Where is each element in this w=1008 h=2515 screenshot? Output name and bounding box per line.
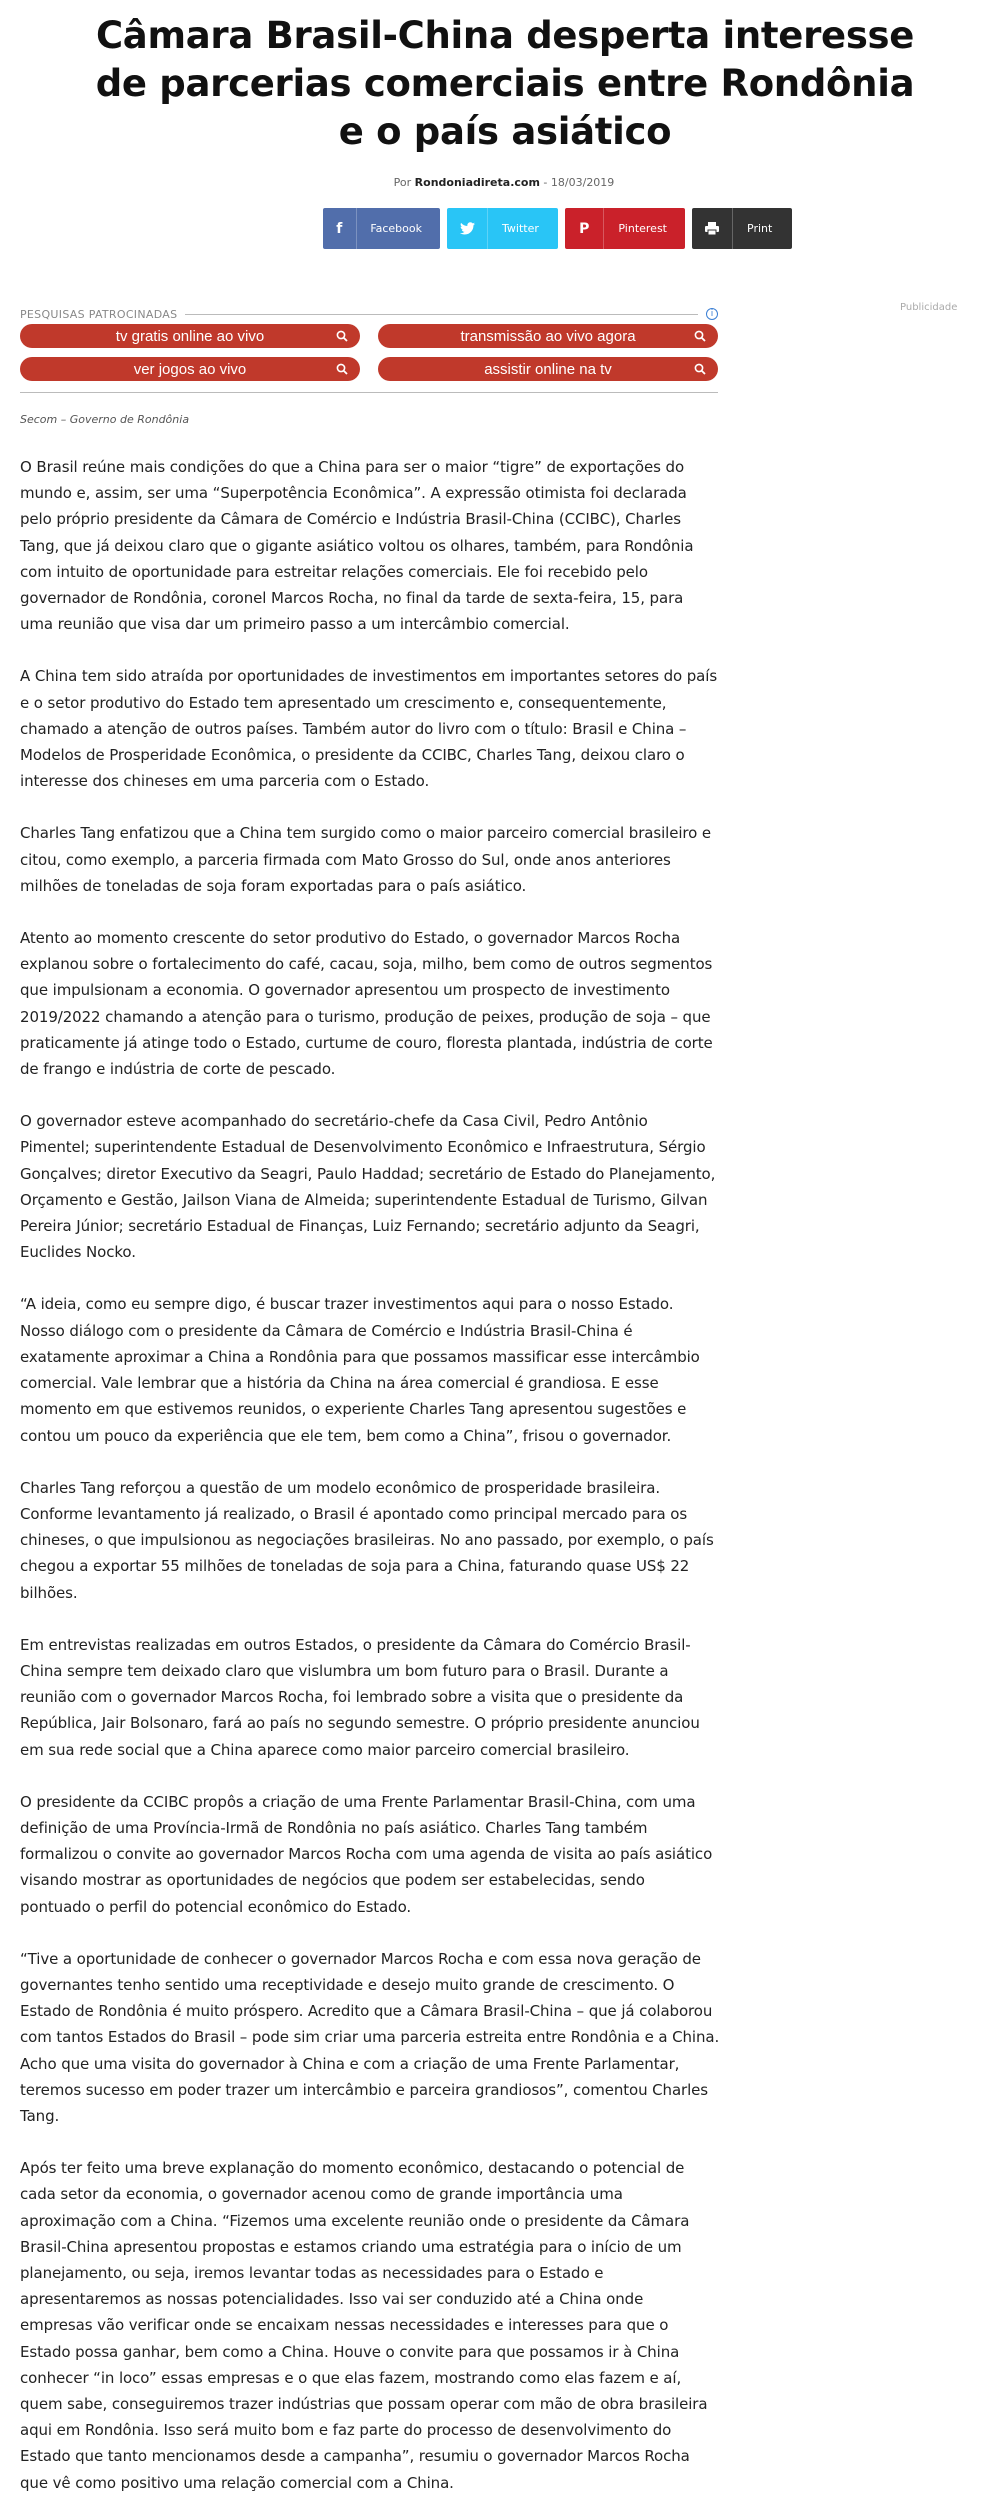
ad-link[interactable] [378,357,718,381]
ad-header-label: PESQUISAS PATROCINADAS [20,307,178,321]
share-twitter-button[interactable] [447,208,558,249]
print-icon [692,208,732,249]
article-meta [0,176,1008,189]
article-paragraph: O presidente da CCIBC propôs a criação de uma Frente Parlamentar Brasil-China, com uma definição de uma Província-Irmã de Rondônia no país asiático. Charles Tang também formalizou o convite ao governador Marcos Rocha com uma agenda de visita ao país asiático visando mostrar as oportunidades de negócios que podem ser estabelecidas, sendo pontuado o perfil do potencial econômico do Estado. [20,1792,713,1916]
divider [20,392,718,393]
article-paragraph: O governador esteve acompanhado do secretário-chefe da Casa Civil, Pedro Antônio Pimentel; superintendente Estadual de Desenvolvimento Econômico e Infraestrutura, Sérgio Gonçalves; diretor Executivo da Seagri, Paulo Haddad; secretário de Estado do Planejamento, Orçamento e Gestão, Jailson Viana de Almeida; superintendente Estadual de Turismo, Gilvan Pereira Júnior; secretário Estadual de Finanças, Luiz Fernando; secretário adjunto da Seagri, Euclides Nocko. [20,1112,716,1262]
ad-link-label: transmissão ao vivo agora [460,327,636,345]
share-facebook-label: Facebook [370,222,422,235]
article-paragraph: Charles Tang enfatizou que a China tem surgido como o maior parceiro comercial brasileiro e citou, como exemplo, a parceria firmada com Mato Grosso do Sul, onde anos anteriores milhões de toneladas de soja foram exportadas para o país asiático. [20,824,712,895]
print-label: Print [747,222,773,235]
article-paragraph: A China tem sido atraída por oportunidades de investimentos em importantes setores do país e o setor produtivo do Estado tem apresentado um crescimento e, consequentemente, chamado a atenção de outros países. Também autor do livro com o título: Brasil e China – Modelos de Prosperidade Econômica, o presidente da CCIBC, Charles Tang, deixou claro o interesse dos chineses em uma parceria com o Estado. [20,667,718,791]
ad-link-label: ver jogos ao vivo [133,360,247,378]
sponsored-search-block [20,307,718,393]
print-button[interactable] [692,208,792,249]
author-link[interactable]: Rondoniadireta.com [414,176,540,189]
article-paragraph: “A ideia, como eu sempre digo, é buscar trazer investimentos aqui para o nosso Estado. Nosso diálogo com o presidente da Câmara de Comércio e Indústria Brasil-China é exatamente aproximar a China a Rondônia para que possamos massificar esse intercâmbio comercial. Vale lembrar que a história da China na área comercial é grandiosa. E esse momento em que estivemos reunidos, o experiente Charles Tang apresentou sugestões e contou um pouco da experiência que ele tem, bem como a China”, frisou o governador. [20,1295,700,1445]
publish-date: 18/03/2019 [550,176,615,189]
search-icon [336,363,348,375]
share-pinterest-button[interactable] [565,208,685,249]
article-paragraph: Atento ao momento crescente do setor produtivo do Estado, o governador Marcos Rocha explanou sobre o fortalecimento do café, cacau, soja, milho, bem como de outros segmentos que impulsionam a economia. O governador apresentou um prospecto de investimento 2019/2022 chamando a atenção para o turismo, produção de peixes, produção de soja – que praticamente já atinge todo o Estado, curtume de couro, floresta plantada, indústria de corte de frango e indústria de corte de pescado. [20,929,713,1079]
info-icon[interactable]: i [706,308,718,320]
ad-link-label: assistir online na tv [484,360,612,378]
article-paragraph: “Tive a oportunidade de conhecer o governador Marcos Rocha e com essa nova geração de governantes tenho sentido uma receptividade e desejo muito grande de crescimento. O Estado de Rondônia é muito próspero. Acredito que a Câmara Brasil-China – que já colaborou com tantos Estados do Brasil – pode sim criar uma parceria estreita entre Rondônia e a China. Acho que uma visita do governador à China e com a criação de uma Frente Parlamentar, teremos sucesso em poder trazer um intercâmbio e parceira grandiosos”, comentou Charles Tang. [20,1949,720,2125]
share-buttons [323,208,792,249]
ad-header [20,307,718,321]
ad-sidebar-label: Publicidade [900,302,958,313]
ad-link[interactable] [20,357,360,381]
facebook-icon: f [336,220,343,237]
article-paragraph: Charles Tang reforçou a questão de um modelo econômico de prosperidade brasileira. Conforme levantamento já realizado, o Brasil é apontado como principal mercado para os chineses, o que impulsionou as negociações brasileiras. No ano passado, por exemplo, o país chegou a exportar 55 milhões de toneladas de soja para a China, faturando quase US$ 22 bilhões. [20,1478,714,1602]
share-pinterest-label: Pinterest [618,222,667,235]
article-paragraph: O Brasil reúne mais condições do que a China para ser o maior “tigre” de exportações do mundo e, assim, ser uma “Superpotência Econômica”. A expressão otimista foi declarada pelo próprio presidente da Câmara de Comércio e Indústria Brasil-China (CCIBC), Charles Tang, que já deixou claro que o gigante asiático voltou os olhares, também, para Rondônia com intuito de oportunidade para estreitar relações comerciais. Ele foi recebido pelo governador de Rondônia, coronel Marcos Rocha, no final da tarde de sexta-feira, 15, para uma reunião que visa dar um primeiro passo a um intercâmbio comercial. [20,458,694,634]
share-twitter-label: Twitter [502,222,539,235]
search-icon [694,330,706,342]
twitter-icon [447,208,487,249]
ad-link-label: tv gratis online ao vivo [115,327,265,345]
meta-separator: - [543,176,548,189]
search-icon [694,363,706,375]
article-body [20,454,720,2515]
ad-link[interactable] [20,324,360,348]
article-paragraph: Após ter feito uma breve explanação do momento econômico, destacando o potencial de cada setor da economia, o governador acenou como de grande importância uma aproximação com a China. “Fizemos uma excelente reunião onde o presidente da Câmara Brasil-China apresentou propostas e estamos criando uma estratégia para o início de um planejamento, ou seja, iremos levantar todas as necessidades para o Estado e apresentaremos as nossas potencialidades. Isso vai ser conduzido até a China onde empresas vão verificar onde se encaixam nessas necessidades e interesses para que o Estado possa ganhar, bem como a China. Houve o convite para que possamos ir à China conhecer “in loco” essas empresas e o que elas fazem, mostrando como elas fazem e aí, quem sabe, conseguiremos trazer indústrias que possam operar com mão de obra brasileira aqui em Rondônia. Isso será muito bom e faz parte do processo de desenvolvimento do Estado que tanto mencionamos desde a campanha”, resumiu o governador Marcos Rocha que vê como positivo uma relação comercial com a China. [20,2159,708,2492]
pinterest-icon: P [579,220,590,237]
search-icon [336,330,348,342]
share-facebook-button[interactable] [323,208,440,249]
image-caption: Secom – Governo de Rondônia [20,413,190,426]
by-label: Por [393,176,412,189]
divider [185,314,698,315]
ad-links [20,324,718,381]
article-paragraph: Em entrevistas realizadas em outros Estados, o presidente da Câmara do Comércio Brasil-China sempre tem deixado claro que vislumbra um bom futuro para o Brasil. Durante a reunião com o governador Marcos Rocha, foi lembrado sobre a visita que o presidente da República, Jair Bolsonaro, fará ao país no segundo semestre. O próprio presidente anunciou em sua rede social que a China aparece como maior parceiro comercial brasileiro. [20,1635,700,1759]
article-title: Câmara Brasil-China desperta interesse de parcerias comerciais entre Rondônia e o país asiático [95,14,915,153]
ad-link[interactable] [378,324,718,348]
